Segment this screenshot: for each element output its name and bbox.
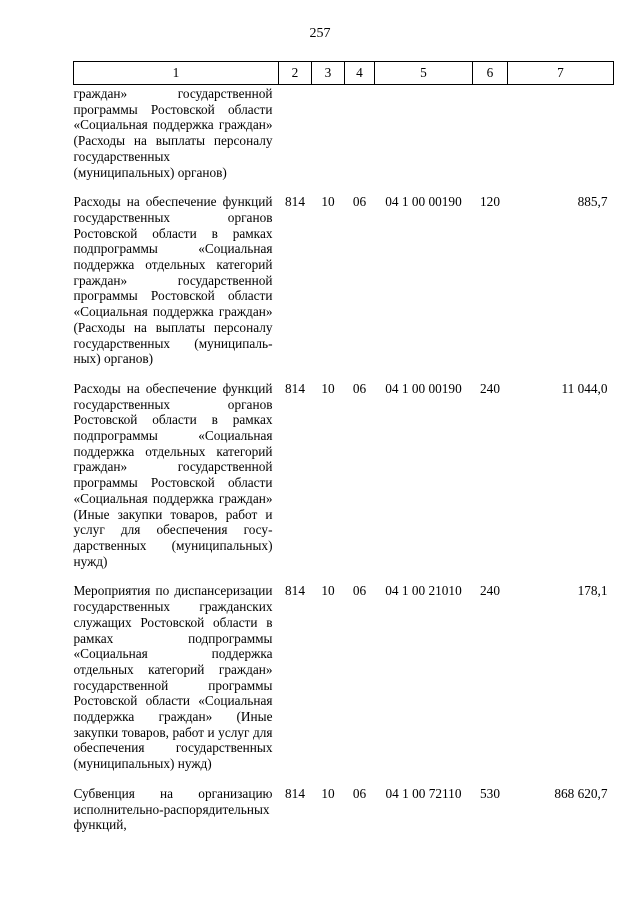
table-row (74, 194, 614, 381)
row-section: 10 (321, 785, 335, 801)
table-header (74, 62, 614, 85)
header-col-5: 5 (375, 62, 473, 85)
row-description: Расходы на обеспечение функций государственных органов Ростовской области в рамках подпрограммы «Социальная поддержка отдельных категорий граждан» государственной программы Ростовской области «Социальная поддержка граждан» (Иные закупки товаров, работ и услуг для обеспечения государственных (муниципальных) нужд) (73, 380, 273, 569)
row-expense-type: 530 (480, 785, 500, 801)
page-number: 257 (309, 26, 331, 41)
row-amount: 885,7 (577, 194, 608, 210)
row-ministry: 814 (285, 380, 305, 396)
header-col-6: 6 (473, 62, 508, 85)
row-target-code: 04 1 00 72110 (385, 785, 462, 801)
row-subsection (345, 85, 375, 195)
table-body (74, 85, 614, 847)
table-row (74, 85, 614, 195)
table-row (74, 381, 614, 583)
row-section: 10 (321, 583, 335, 599)
row-expense-type: 120 (480, 194, 500, 210)
header-col-1: 1 (74, 62, 279, 85)
row-description: Субвенция на организацию исполнительно-распорядительных функций, (73, 785, 273, 833)
header-col-7: 7 (508, 62, 614, 85)
row-expense-type: 240 (480, 380, 500, 396)
row-amount: 868 620,7 (554, 785, 608, 801)
row-amount: 11 044,0 (561, 380, 608, 396)
row-description: граждан» государственной программы Ростовской области «Социальная поддержка граждан» (Расходы на выплаты персоналу государственных (муниципальных) органов) (73, 86, 273, 180)
row-expense-type (473, 85, 508, 195)
row-ministry: 814 (285, 785, 305, 801)
row-amount: 178,1 (577, 583, 608, 599)
row-section: 10 (321, 380, 335, 396)
table-row (74, 583, 614, 785)
row-subsection: 06 (352, 194, 367, 210)
row-target-code: 04 1 00 00190 (385, 194, 462, 210)
row-ministry: 814 (285, 583, 305, 599)
row-subsection: 06 (352, 785, 367, 801)
header-col-3: 3 (312, 62, 345, 85)
header-col-2: 2 (279, 62, 312, 85)
row-target-code (375, 85, 473, 195)
row-description: Мероприятия по диспансеризации государственных гражданских служащих Ростовской области в рамках подпрограммы «Социальная поддержка отдельных категорий граждан» государственной программы Ростовской области «Социальная поддержка граждан» (Иные закупки товаров, работ и услуг для обеспечения государственных (муниципальных) нужд) (73, 583, 273, 772)
row-target-code: 04 1 00 21010 (385, 583, 462, 599)
row-subsection: 06 (352, 583, 367, 599)
table-row (74, 786, 614, 847)
header-col-4: 4 (345, 62, 375, 85)
row-section: 10 (321, 194, 335, 210)
header-row (74, 62, 614, 85)
budget-table (73, 61, 614, 847)
row-description: Расходы на обеспечение функций государственных органов Ростовской области в рамках подпрограммы «Социальная поддержка отдельных категорий граждан» государственной программы Ростовской области «Социальная поддержка граждан» (Расходы на выплаты персоналу государственных (муниципальных) органов) (73, 194, 273, 367)
row-ministry (279, 85, 312, 195)
row-ministry: 814 (285, 194, 305, 210)
row-section (312, 85, 345, 195)
row-subsection: 06 (352, 380, 367, 396)
row-amount (508, 85, 614, 195)
row-target-code: 04 1 00 00190 (385, 380, 462, 396)
row-expense-type: 240 (480, 583, 500, 599)
